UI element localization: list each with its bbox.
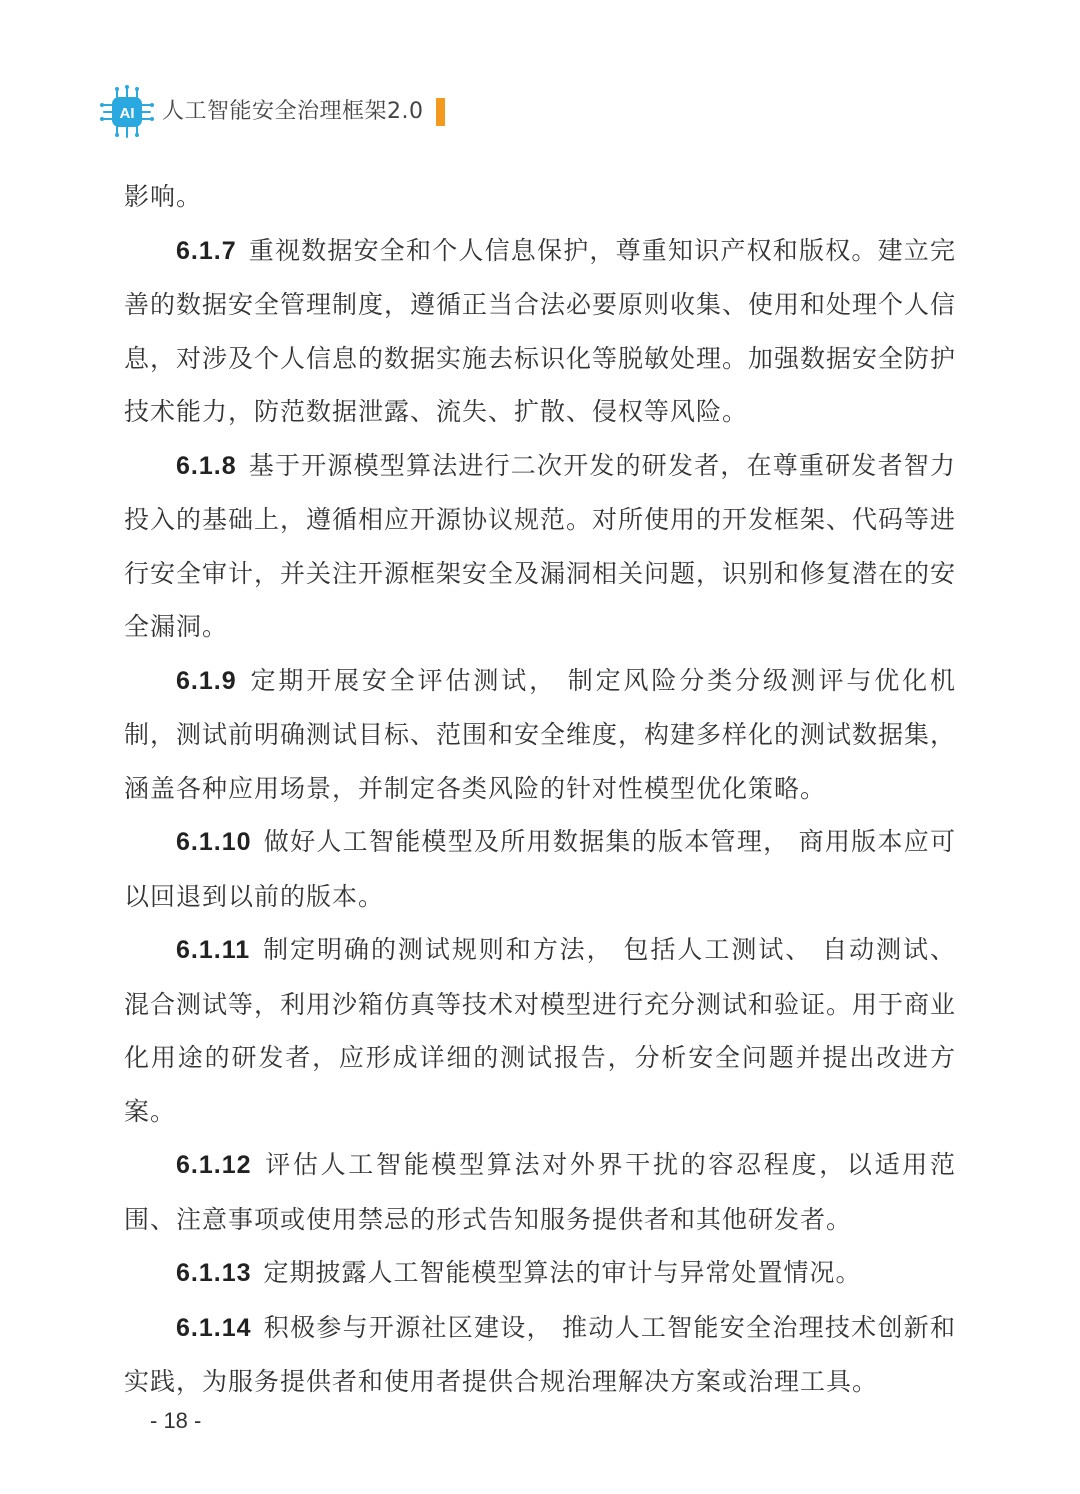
ai-chip-logo-icon: [100, 85, 154, 139]
clause-6-1-10: [124, 815, 956, 923]
clause-text: 重视数据安全和个人信息保护，尊重知识产权和版权。建立完善的数据安全管理制度，遵循正当合法必要原则收集、使用和处理个人信息，对涉及个人信息的数据实施去标识化等脱敏处理。加强数据安全防护技术能力，防范数据泄露、流失、扩散、侵权等风险。: [124, 235, 957, 426]
clause-text: 基于开源模型算法进行二次开发的研发者，在尊重研发者智力投入的基础上，遵循相应开源协议规范。对所使用的开发框架、代码等进行安全审计，并关注开源框架安全及漏洞相关问题，识别和修复潜在的安全漏洞。: [124, 450, 957, 641]
document-title: 人工智能安全治理框架2.0: [162, 99, 424, 124]
document-body: [124, 170, 956, 1409]
clause-number: 6.1.9: [176, 666, 237, 695]
paragraph-text: 影响。: [124, 182, 203, 211]
page-header: [100, 84, 445, 140]
clause-6-1-12: [124, 1138, 956, 1246]
clause-6-1-11: [124, 923, 956, 1138]
clause-text: 定期披露人工智能模型算法的审计与异常处置情况。: [263, 1258, 862, 1287]
clause-6-1-8: [124, 439, 956, 654]
clause-text: 制定明确的测试规则和方法， 包括人工测试、 自动测试、 混合测试等，利用沙箱仿真等技术对模型进行充分测试和验证。用于商业化用途的研发者，应形成详细的测试报告，分析安全问题并提出改进方案。: [124, 935, 957, 1126]
clause-number: 6.1.10: [176, 828, 252, 856]
clause-number: 6.1.14: [176, 1313, 252, 1342]
clause-number: 6.1.11: [176, 936, 251, 964]
clause-text: 积极参与开源社区建设， 推动人工智能安全治理技术创新和实践，为服务提供者和使用者提供合规治理解决方案或治理工具。: [124, 1312, 956, 1396]
clause-6-1-7: [124, 224, 956, 439]
page-number: - 18 -: [150, 1408, 202, 1433]
clause-number: 6.1.7: [176, 236, 237, 265]
clause-text: 做好人工智能模型及所用数据集的版本管理， 商用版本应可以回退到以前的版本。: [124, 827, 956, 911]
clause-number: 6.1.8: [176, 451, 237, 480]
header-accent-bar: [436, 98, 445, 126]
clause-6-1-14: [124, 1301, 956, 1409]
logo-text: AI: [119, 105, 135, 122]
clause-text: 定期开展安全评估测试， 制定风险分类分级测评与优化机制，测试前明确测试目标、范围和安全维度，构建多样化的测试数据集，涵盖各种应用场景，并制定各类风险的针对性模型优化策略。: [124, 665, 957, 803]
clause-number: 6.1.12: [176, 1151, 252, 1179]
clause-6-1-9: [124, 654, 956, 816]
clause-text: 评估人工智能模型算法对外界干扰的容忍程度，以适用范围、注意事项或使用禁忌的形式告知服务提供者和其他研发者。: [124, 1150, 956, 1234]
clause-number: 6.1.13: [176, 1259, 252, 1287]
clause-6-1-13: [124, 1246, 956, 1301]
paragraph-continuation: [124, 170, 956, 224]
